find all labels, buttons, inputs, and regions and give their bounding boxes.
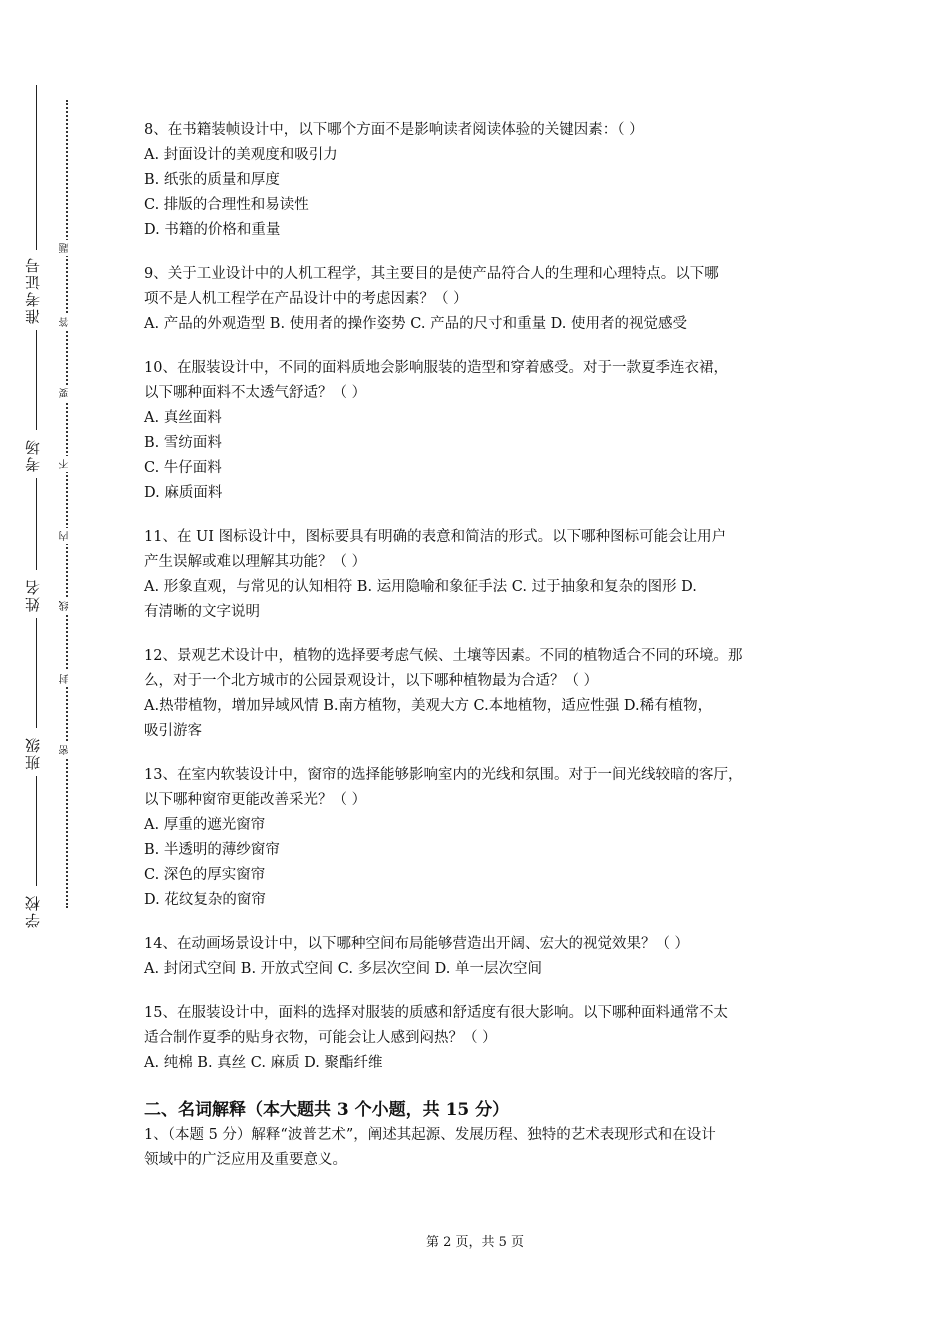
question-stem: 9、关于工业设计中的人机工程学，其主要目的是使产品符合人的生理和心理特点。以下哪 xyxy=(144,266,719,282)
option-b: B. 雪纺面料 xyxy=(144,435,222,451)
section-question-1: 领域中的广泛应用及重要意义。 xyxy=(144,1152,347,1168)
admission-number-label: 准考证号 xyxy=(24,256,42,324)
option-a: A. 厚重的遮光窗帘 xyxy=(144,817,266,833)
seal-dotted-line xyxy=(66,100,68,908)
question-15 xyxy=(144,1001,816,1076)
question-stem: 项不是人机工程学在产品设计中的考虑因素？（ ） xyxy=(144,291,468,307)
question-stem: 以下哪种窗帘更能改善采光？（ ） xyxy=(144,792,367,808)
options-inline: A. 封闭式空间 B. 开放式空间 C. 多层次空间 D. 单一层次空间 xyxy=(144,961,543,977)
question-8 xyxy=(144,118,816,243)
question-stem: 15、在服装设计中，面料的选择对服装的质感和舒适度有很大影响。以下哪种面料通常不太 xyxy=(144,1005,728,1021)
section-question-1: 1、（本题 5 分）解释“波普艺术”，阐述其起源、发展历程、独特的艺术表现形式和在设计 xyxy=(144,1127,716,1143)
class-label: 班级 xyxy=(24,736,42,770)
option-c: C. 排版的合理性和易读性 xyxy=(144,197,309,213)
question-13 xyxy=(144,763,816,913)
seal-word: 密 xyxy=(59,742,75,758)
options-inline: A.热带植物，增加异域风情 B.南方植物，美观大方 C.本地植物，适应性强 D.稀有植物， xyxy=(144,698,713,714)
option-b: B. 纸张的质量和厚度 xyxy=(144,172,280,188)
option-d: D. 麻质面料 xyxy=(144,485,223,501)
question-14 xyxy=(144,932,816,982)
exam-room-label: 考场 xyxy=(24,438,42,472)
option-a: A. 封面设计的美观度和吸引力 xyxy=(144,147,338,163)
name-label: 姓名 xyxy=(24,578,42,612)
options-inline: 有清晰的文字说明 xyxy=(144,604,260,620)
exam-content xyxy=(144,118,816,1173)
seal-word: 题 xyxy=(59,240,75,256)
question-stem: 10、在服装设计中，不同的面料质地会影响服装的造型和穿着感受。对于一款夏季连衣裙， xyxy=(144,360,728,376)
options-inline: A. 产品的外观造型 B. 使用者的操作姿势 C. 产品的尺寸和重量 D. 使用者的视觉感受 xyxy=(144,316,688,332)
seal-word: 不 xyxy=(59,456,75,472)
question-stem: 11、在 UI 图标设计中，图标要具有明确的表意和简洁的形式。以下哪种图标可能会让用户 xyxy=(144,529,727,545)
question-stem: 8、在书籍装帧设计中，以下哪个方面不是影响读者阅读体验的关键因素：（ ） xyxy=(144,122,644,138)
class-field[interactable] xyxy=(36,776,37,886)
name-field[interactable] xyxy=(36,618,37,728)
seal-word: 线 xyxy=(59,598,75,614)
question-stem: 12、景观艺术设计中，植物的选择要考虑气候、土壤等因素。不同的植物适合不同的环境。那 xyxy=(144,648,743,664)
section-heading: 二、名词解释（本大题共 3 个小题，共 15 分） xyxy=(144,1100,510,1120)
option-c: C. 深色的厚实窗帘 xyxy=(144,867,266,883)
option-b: B. 半透明的薄纱窗帘 xyxy=(144,842,280,858)
question-11 xyxy=(144,525,816,625)
question-stem: 13、在室内软装设计中，窗帘的选择能够影响室内的光线和氛围。对于一间光线较暗的客厅， xyxy=(144,767,743,783)
question-stem: 产生误解或难以理解其功能？（ ） xyxy=(144,554,367,570)
admission-number-field[interactable] xyxy=(36,330,37,430)
question-stem: 14、在动画场景设计中，以下哪种空间布局能够营造出开阔、宏大的视觉效果？（ ） xyxy=(144,936,690,952)
seal-word: 封 xyxy=(59,671,75,687)
question-stem: 适合制作夏季的贴身衣物，可能会让人感到闷热？（ ） xyxy=(144,1030,497,1046)
option-d: D. 花纹复杂的窗帘 xyxy=(144,892,266,908)
question-stem: 以下哪种面料不太透气舒适？（ ） xyxy=(144,385,367,401)
option-c: C. 牛仔面料 xyxy=(144,460,222,476)
question-stem: 么，对于一个北方城市的公园景观设计，以下哪种植物最为合适？（ ） xyxy=(144,673,599,689)
school-label: 学校 xyxy=(24,894,42,928)
exam-room-field[interactable] xyxy=(36,478,37,570)
question-12 xyxy=(144,644,816,744)
seal-word: 答 xyxy=(59,314,75,330)
question-9 xyxy=(144,262,816,337)
option-a: A. 真丝面料 xyxy=(144,410,222,426)
option-d: D. 书籍的价格和重量 xyxy=(144,222,281,238)
admission-underline xyxy=(36,85,37,250)
seal-word: 要 xyxy=(59,385,75,401)
options-inline: 吸引游客 xyxy=(144,723,202,739)
seal-word: 内 xyxy=(59,528,75,544)
question-10 xyxy=(144,356,816,506)
options-inline: A. 形象直观，与常见的认知相符 B. 运用隐喻和象征手法 C. 过于抽象和复杂的图形 D. xyxy=(144,579,697,595)
options-inline: A. 纯棉 B. 真丝 C. 麻质 D. 聚酯纤维 xyxy=(144,1055,383,1071)
page-footer: 第 2 页，共 5 页 xyxy=(425,1235,525,1250)
